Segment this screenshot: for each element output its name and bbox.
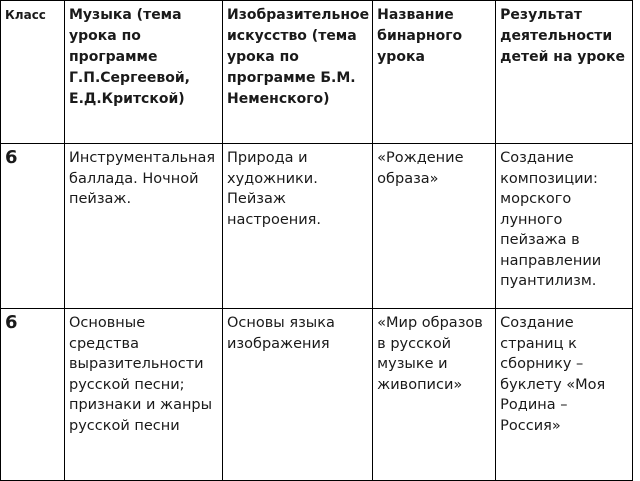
cell-result: Создание страниц к сборнику – буклету «Моя Родина – Россия» (496, 309, 633, 481)
header-lesson-name: Название бинарного урока (373, 1, 496, 144)
cell-grade: 6 (1, 309, 65, 481)
cell-result: Создание композиции: морского лунного пейзажа в направлении пуантилизм. (496, 144, 633, 309)
cell-grade: 6 (1, 144, 65, 309)
header-art: Изобразительное искусство (тема урока по программе Б.М. Неменского) (223, 1, 373, 144)
table-row (1, 309, 633, 481)
cell-lesson-name: «Мир образов в русской музыке и живописи» (373, 309, 496, 481)
header-result: Результат деятельности детей на уроке (496, 1, 633, 144)
cell-lesson-name: «Рождение образа» (373, 144, 496, 309)
table-row (1, 144, 633, 309)
cell-art: Основы языка изображения (223, 309, 373, 481)
cell-music: Инструментальная баллада. Ночной пейзаж. (65, 144, 223, 309)
header-music: Музыка (тема урока по программе Г.П.Сергеевой, Е.Д.Критской) (65, 1, 223, 144)
header-class: Класс (1, 1, 65, 144)
cell-music: Основные средства выразительности русской песни; признаки и жанры русской песни (65, 309, 223, 481)
cell-art: Природа и художники. Пейзаж настроения. (223, 144, 373, 309)
table-header-row (1, 1, 633, 144)
